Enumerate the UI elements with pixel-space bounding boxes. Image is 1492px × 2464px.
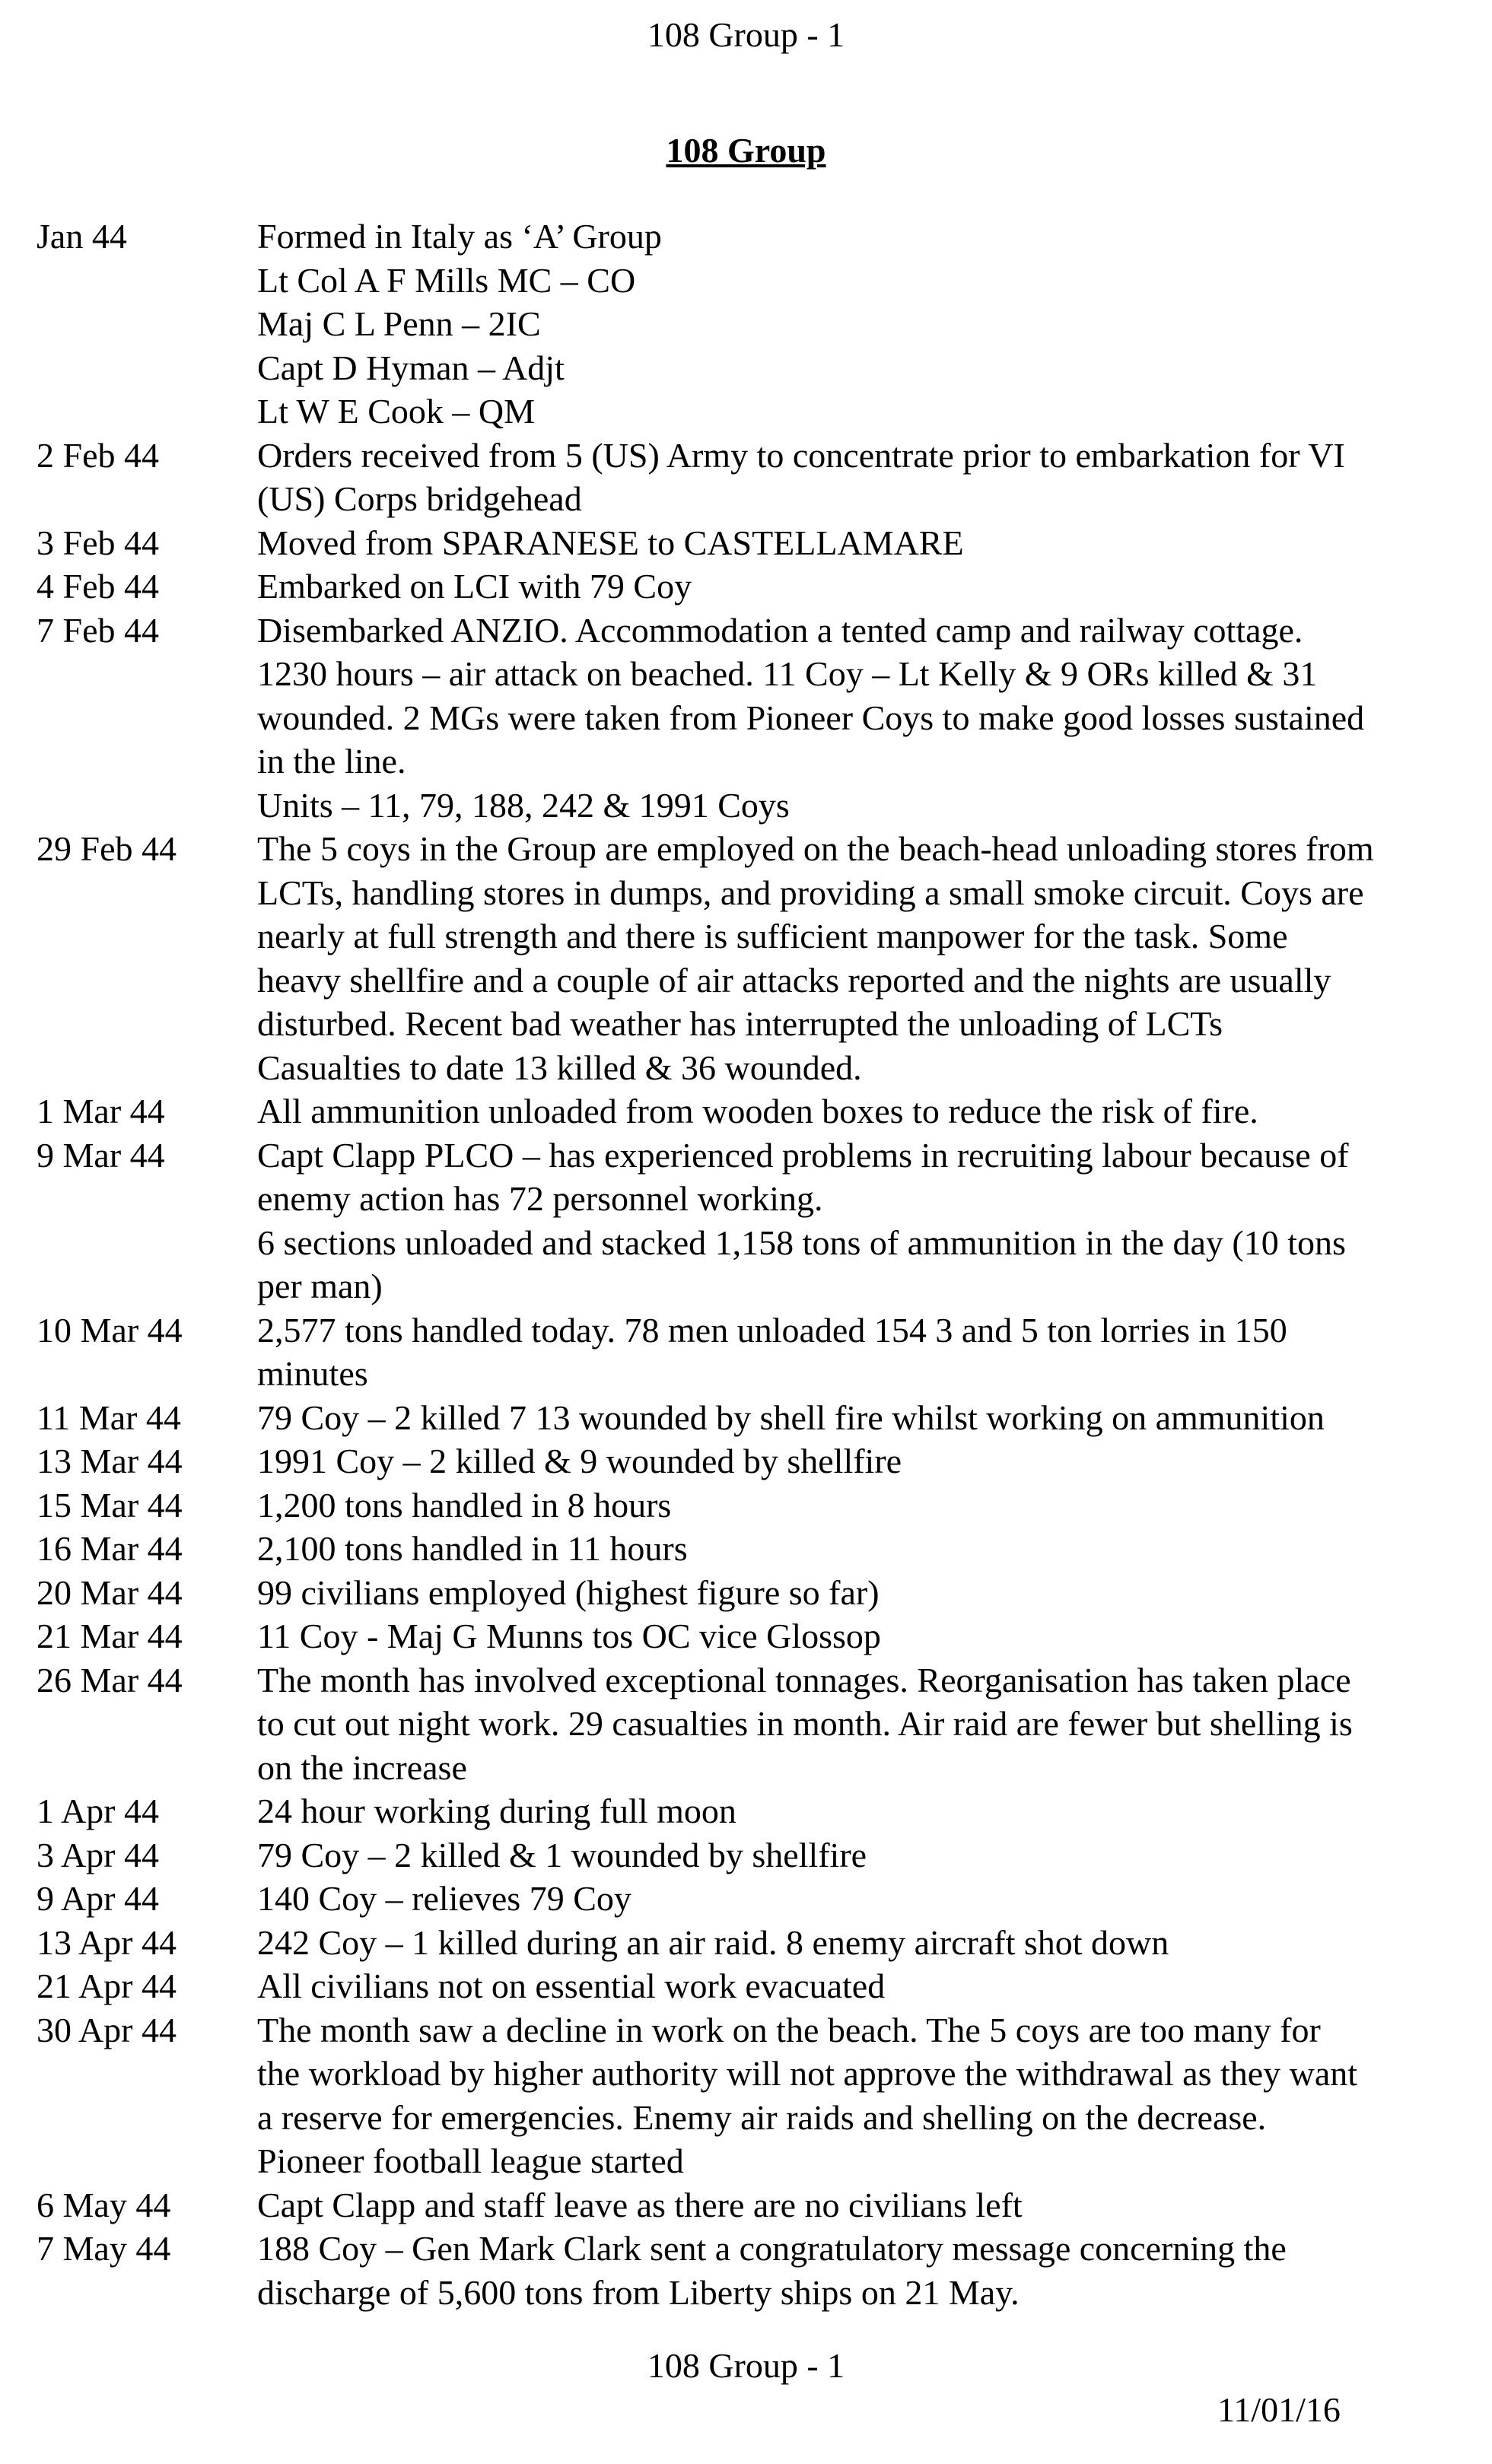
diary-entry — [37, 1571, 1482, 1615]
entry-text-line: to cut out night work. 29 casualties in month. Air raid are fewer but shelling is — [257, 1704, 1353, 1743]
entry-text-line: Lt Col A F Mills MC – CO — [257, 260, 636, 300]
entry-date: 1 Mar 44 — [37, 1092, 165, 1130]
entry-text-line: heavy shellfire and a couple of air attacks reported and the nights are usually — [257, 960, 1331, 1000]
entry-text-line: 79 Coy – 2 killed & 1 wounded by shellfire — [257, 1835, 867, 1874]
entry-text-line: 99 civilians employed (highest figure so far) — [257, 1572, 880, 1612]
entry-text-line: 188 Coy – Gen Mark Clark sent a congratulatory message concerning the — [257, 2229, 1287, 2268]
entry-text-line: All ammunition unloaded from wooden boxes to reduce the risk of fire. — [257, 1092, 1258, 1130]
diary-entry — [37, 2227, 1482, 2314]
diary-entry — [37, 1877, 1482, 1921]
entry-date: 21 Apr 44 — [37, 1966, 177, 2005]
entry-text — [257, 827, 1482, 1089]
entry-text-line: Casualties to date 13 killed & 36 wounded. — [257, 1048, 862, 1087]
entry-date: 26 Mar 44 — [37, 1660, 183, 1699]
entry-text — [257, 2183, 1482, 2227]
entry-date: Jan 44 — [37, 217, 127, 256]
entry-date: 9 Mar 44 — [37, 1135, 165, 1175]
entry-text-line: Units – 11, 79, 188, 242 & 1991 Coys — [257, 785, 790, 825]
entry-text-line: the workload by higher authority will not approve the withdrawal as they want — [257, 2054, 1358, 2093]
entry-text — [257, 1789, 1482, 1833]
entry-text-line: 242 Coy – 1 killed during an air raid. 8 enemy aircraft shot down — [257, 1922, 1169, 1962]
entry-text-line: Formed in Italy as ‘A’ Group — [257, 217, 662, 256]
diary-entry — [37, 1921, 1482, 1965]
footer-date: 11/01/16 — [1217, 2390, 1341, 2429]
entry-date: 7 Feb 44 — [37, 610, 159, 650]
entry-text-line: 2,100 tons handled in 11 hours — [257, 1529, 688, 1568]
entry-text — [257, 1308, 1482, 1396]
diary-entry — [37, 1527, 1482, 1571]
entry-date: 1 Apr 44 — [37, 1792, 159, 1830]
entry-date: 11 Mar 44 — [37, 1397, 181, 1437]
diary-entries — [37, 215, 1482, 2314]
diary-entry — [37, 1089, 1482, 1133]
entry-text-line: a reserve for emergencies. Enemy air raids and shelling on the decrease. — [257, 2097, 1267, 2137]
diary-entry — [37, 1308, 1482, 1396]
entry-text — [257, 2008, 1482, 2183]
entry-text — [257, 215, 1482, 434]
diary-entry — [37, 1614, 1482, 1658]
entry-date: 20 Mar 44 — [37, 1572, 183, 1612]
document-title: 108 Group — [666, 131, 826, 170]
entry-text — [257, 1921, 1482, 1965]
diary-entry — [37, 2008, 1482, 2183]
entry-text-line: on the increase — [257, 1747, 467, 1787]
entry-text — [257, 1964, 1482, 2008]
entry-text-line: nearly at full strength and there is sufficient manpower for the task. Some — [257, 917, 1288, 955]
entry-text — [257, 1527, 1482, 1571]
diary-entry — [37, 1483, 1482, 1528]
entry-date: 9 Apr 44 — [37, 1879, 159, 1918]
entry-text — [257, 1133, 1482, 1308]
entry-text-line: discharge of 5,600 tons from Liberty ships on 21 May. — [257, 2272, 1020, 2312]
entry-text-line: Maj C L Penn – 2IC — [257, 304, 541, 343]
entry-text — [257, 2227, 1482, 2314]
entry-text — [257, 1439, 1482, 1483]
diary-entry — [37, 1658, 1482, 1790]
entry-text-line: All civilians not on essential work evacuated — [257, 1966, 886, 2005]
entry-date: 2 Feb 44 — [37, 435, 159, 475]
diary-entry — [37, 1833, 1482, 1877]
entry-text — [257, 609, 1482, 828]
entry-date: 30 Apr 44 — [37, 2010, 177, 2049]
entry-text-line: Lt W E Cook – QM — [257, 392, 536, 431]
entry-text — [257, 1833, 1482, 1877]
entry-text — [257, 521, 1482, 565]
page-header: 108 Group - 1 — [647, 15, 845, 54]
entry-text-line: 1991 Coy – 2 killed & 9 wounded by shellfire — [257, 1442, 902, 1480]
diary-entry — [37, 1439, 1482, 1483]
entry-text-line: wounded. 2 MGs were taken from Pioneer Coys to make good losses sustained — [257, 698, 1365, 737]
diary-entry — [37, 521, 1482, 565]
entry-text-line: The month saw a decline in work on the beach. The 5 coys are too many for — [257, 2010, 1321, 2049]
entry-text-line: Orders received from 5 (US) Army to concentrate prior to embarkation for VI — [257, 435, 1345, 475]
diary-entry — [37, 434, 1482, 521]
entry-date: 21 Mar 44 — [37, 1617, 183, 1655]
entry-text — [257, 1571, 1482, 1615]
entry-text-line: 140 Coy – relieves 79 Coy — [257, 1879, 631, 1918]
diary-entry — [37, 1964, 1482, 2008]
entry-date: 7 May 44 — [37, 2229, 171, 2268]
entry-text-line: (US) Corps bridgehead — [257, 479, 582, 518]
entry-text-line: Disembarked ANZIO. Accommodation a tented camp and railway cottage. — [257, 610, 1303, 650]
entry-text — [257, 1089, 1482, 1133]
entry-date: 15 Mar 44 — [37, 1485, 183, 1525]
entry-date: 13 Mar 44 — [37, 1442, 183, 1480]
entry-date: 13 Apr 44 — [37, 1922, 177, 1962]
entry-text-line: The month has involved exceptional tonnages. Reorganisation has taken place — [257, 1660, 1351, 1699]
entry-text-line: 2,577 tons handled today. 78 men unloaded 154 3 and 5 ton lorries in 150 — [257, 1310, 1287, 1350]
entry-text-line: disturbed. Recent bad weather has interrupted the unloading of LCTs — [257, 1004, 1223, 1043]
entry-text-line: 1,200 tons handled in 8 hours — [257, 1485, 672, 1525]
diary-entry — [37, 609, 1482, 828]
entry-text-line: Capt D Hyman – Adjt — [257, 348, 565, 387]
entry-date: 4 Feb 44 — [37, 567, 159, 606]
entry-text-line: enemy action has 72 personnel working. — [257, 1179, 823, 1218]
diary-entry — [37, 215, 1482, 434]
entry-text — [257, 1877, 1482, 1921]
entry-text-line: Pioneer football league started — [257, 2141, 684, 2180]
entry-text — [257, 1658, 1482, 1790]
entry-text — [257, 1483, 1482, 1528]
entry-text-line: Capt Clapp and staff leave as there are no civilians left — [257, 2185, 1023, 2224]
entry-date: 6 May 44 — [37, 2185, 171, 2224]
diary-entry — [37, 1396, 1482, 1440]
entry-text — [257, 564, 1482, 609]
entry-text-line: 6 sections unloaded and stacked 1,158 tons of ammunition in the day (10 tons — [257, 1222, 1346, 1262]
page-footer: 108 Group - 1 — [647, 2346, 845, 2385]
diary-entry — [37, 1789, 1482, 1833]
diary-entry — [37, 2183, 1482, 2227]
entry-text-line: minutes — [257, 1354, 368, 1393]
entry-text-line: Capt Clapp PLCO – has experienced problems in recruiting labour because of — [257, 1135, 1349, 1175]
entry-text-line: 11 Coy - Maj G Munns tos OC vice Glossop — [257, 1617, 881, 1655]
entry-text — [257, 434, 1482, 521]
diary-entry — [37, 827, 1482, 1089]
entry-date: 29 Feb 44 — [37, 829, 177, 868]
entry-text-line: Embarked on LCI with 79 Coy — [257, 567, 692, 606]
entry-date: 10 Mar 44 — [37, 1310, 183, 1350]
entry-date: 3 Apr 44 — [37, 1835, 159, 1874]
entry-text-line: per man) — [257, 1267, 383, 1305]
entry-text — [257, 1396, 1482, 1440]
entry-date: 16 Mar 44 — [37, 1529, 183, 1568]
entry-text-line: 24 hour working during full moon — [257, 1792, 736, 1830]
entry-text-line: 1230 hours – air attack on beached. 11 Coy – Lt Kelly & 9 ORs killed & 31 — [257, 654, 1318, 693]
diary-entry — [37, 1133, 1482, 1308]
entry-text-line: LCTs, handling stores in dumps, and providing a small smoke circuit. Coys are — [257, 873, 1364, 912]
diary-entry — [37, 564, 1482, 609]
entry-text-line: 79 Coy – 2 killed 7 13 wounded by shell fire whilst working on ammunition — [257, 1397, 1325, 1437]
entry-date: 3 Feb 44 — [37, 523, 159, 562]
entry-text-line: Moved from SPARANESE to CASTELLAMARE — [257, 523, 964, 562]
entry-text-line: The 5 coys in the Group are employed on the beach-head unloading stores from — [257, 829, 1374, 868]
entry-text-line: in the line. — [257, 742, 406, 781]
entry-text — [257, 1614, 1482, 1658]
